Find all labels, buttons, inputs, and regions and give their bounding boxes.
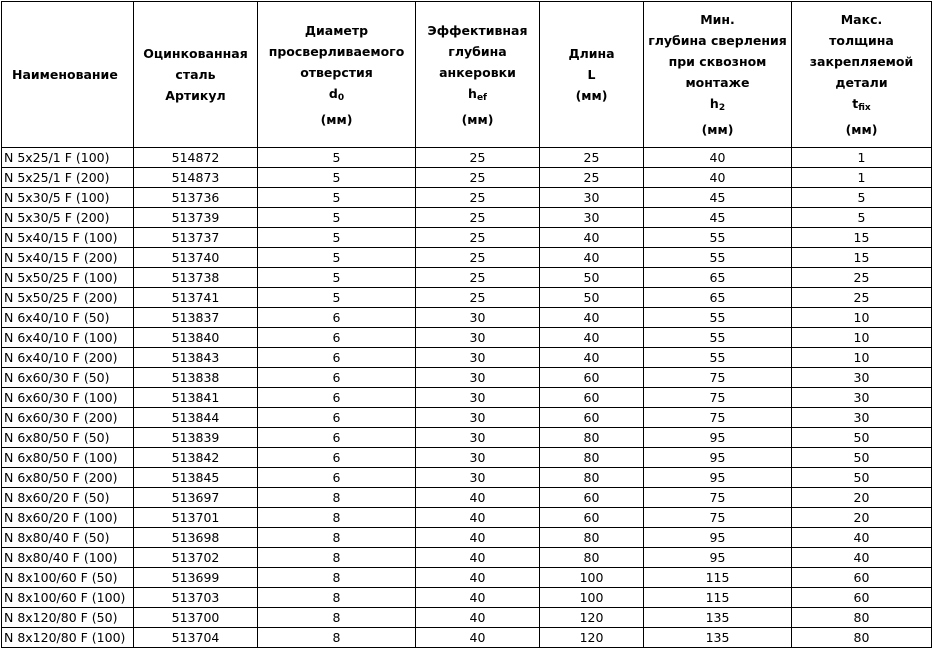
depth-cell: 30 (416, 328, 540, 348)
table-row (2, 628, 932, 648)
article-cell: 513839 (134, 428, 258, 448)
depth-cell: 30 (416, 388, 540, 408)
name-cell: N 5x40/15 F (100) (2, 228, 134, 248)
article-cell: 513741 (134, 288, 258, 308)
depth-cell: 30 (416, 408, 540, 428)
depth-cell: 30 (416, 368, 540, 388)
diameter-cell: 6 (258, 368, 416, 388)
article-cell: 513737 (134, 228, 258, 248)
min-drill-cell: 115 (644, 568, 792, 588)
max-thickness-cell: 80 (792, 628, 932, 648)
min-drill-cell: 135 (644, 628, 792, 648)
table-row (2, 268, 932, 288)
max-thickness-cell: 15 (792, 248, 932, 268)
length-cell: 120 (540, 628, 644, 648)
depth-cell: 40 (416, 548, 540, 568)
max-thickness-cell: 50 (792, 468, 932, 488)
name-cell: N 5x50/25 F (200) (2, 288, 134, 308)
table-row (2, 388, 932, 408)
header-length: Длина L (мм) (540, 2, 644, 148)
diameter-cell: 6 (258, 428, 416, 448)
length-cell: 40 (540, 228, 644, 248)
depth-cell: 25 (416, 208, 540, 228)
article-cell: 513845 (134, 468, 258, 488)
length-cell: 30 (540, 188, 644, 208)
header-drill-diameter: Диаметр просверливаемого отверстия $d_0$ (мм) (258, 2, 416, 148)
depth-cell: 25 (416, 168, 540, 188)
length-cell: 60 (540, 388, 644, 408)
table-row (2, 608, 932, 628)
article-cell: 513837 (134, 308, 258, 328)
depth-cell: 30 (416, 428, 540, 448)
depth-cell: 30 (416, 308, 540, 328)
article-cell: 513701 (134, 508, 258, 528)
table-row (2, 468, 932, 488)
max-thickness-cell: 10 (792, 308, 932, 328)
max-thickness-cell: 30 (792, 388, 932, 408)
diameter-cell: 6 (258, 348, 416, 368)
name-cell: N 6x40/10 F (200) (2, 348, 134, 368)
table-row (2, 168, 932, 188)
depth-cell: 25 (416, 228, 540, 248)
article-cell: 513844 (134, 408, 258, 428)
name-cell: N 8x100/60 F (100) (2, 588, 134, 608)
length-cell: 60 (540, 488, 644, 508)
table-row (2, 248, 932, 268)
article-cell: 513843 (134, 348, 258, 368)
max-thickness-cell: 50 (792, 428, 932, 448)
diameter-cell: 8 (258, 548, 416, 568)
length-cell: 50 (540, 288, 644, 308)
table-row (2, 408, 932, 428)
table-row (2, 548, 932, 568)
max-thickness-cell: 1 (792, 168, 932, 188)
table-row (2, 228, 932, 248)
min-drill-cell: 95 (644, 548, 792, 568)
max-thickness-cell: 1 (792, 148, 932, 168)
length-cell: 30 (540, 208, 644, 228)
length-cell: 60 (540, 368, 644, 388)
article-cell: 513841 (134, 388, 258, 408)
length-cell: 80 (540, 468, 644, 488)
name-cell: N 6x60/30 F (200) (2, 408, 134, 428)
min-drill-cell: 75 (644, 408, 792, 428)
depth-cell: 30 (416, 348, 540, 368)
length-cell: 60 (540, 508, 644, 528)
table-body (2, 148, 932, 648)
table-row (2, 188, 932, 208)
depth-cell: 30 (416, 448, 540, 468)
length-cell: 40 (540, 328, 644, 348)
min-drill-cell: 55 (644, 308, 792, 328)
min-drill-cell: 95 (644, 468, 792, 488)
diameter-cell: 6 (258, 308, 416, 328)
table-row (2, 488, 932, 508)
diameter-cell: 6 (258, 388, 416, 408)
header-article: Оцинкованная сталь Артикул (134, 2, 258, 148)
name-cell: N 6x40/10 F (100) (2, 328, 134, 348)
max-thickness-cell: 40 (792, 548, 932, 568)
min-drill-cell: 115 (644, 588, 792, 608)
table-row (2, 428, 932, 448)
article-cell: 513697 (134, 488, 258, 508)
length-cell: 60 (540, 408, 644, 428)
article-cell: 513840 (134, 328, 258, 348)
article-cell: 513838 (134, 368, 258, 388)
min-drill-cell: 40 (644, 148, 792, 168)
diameter-cell: 5 (258, 228, 416, 248)
article-cell: 513736 (134, 188, 258, 208)
depth-cell: 25 (416, 268, 540, 288)
table-row (2, 448, 932, 468)
depth-cell: 40 (416, 528, 540, 548)
table-row (2, 308, 932, 328)
depth-cell: 40 (416, 608, 540, 628)
name-cell: N 5x40/15 F (200) (2, 248, 134, 268)
max-thickness-cell: 25 (792, 268, 932, 288)
table-row (2, 528, 932, 548)
article-cell: 513698 (134, 528, 258, 548)
article-cell: 513699 (134, 568, 258, 588)
name-cell: N 8x120/80 F (50) (2, 608, 134, 628)
min-drill-cell: 95 (644, 428, 792, 448)
header-min-drill-depth: Мин. глубина сверления при сквозном монтаже $h_2$ (мм) (644, 2, 792, 148)
length-cell: 40 (540, 348, 644, 368)
name-cell: N 8x60/20 F (100) (2, 508, 134, 528)
table-row (2, 368, 932, 388)
min-drill-cell: 75 (644, 488, 792, 508)
article-cell: 513842 (134, 448, 258, 468)
diameter-cell: 8 (258, 608, 416, 628)
table-row (2, 588, 932, 608)
depth-cell: 25 (416, 148, 540, 168)
name-cell: N 6x40/10 F (50) (2, 308, 134, 328)
length-cell: 80 (540, 528, 644, 548)
name-cell: N 6x60/30 F (100) (2, 388, 134, 408)
depth-cell: 40 (416, 488, 540, 508)
diameter-cell: 8 (258, 628, 416, 648)
max-thickness-cell: 50 (792, 448, 932, 468)
max-thickness-cell: 60 (792, 588, 932, 608)
article-cell: 513738 (134, 268, 258, 288)
depth-cell: 30 (416, 468, 540, 488)
name-cell: N 5x30/5 F (200) (2, 208, 134, 228)
depth-cell: 40 (416, 508, 540, 528)
min-drill-cell: 65 (644, 268, 792, 288)
length-cell: 100 (540, 568, 644, 588)
max-thickness-cell: 80 (792, 608, 932, 628)
min-drill-cell: 75 (644, 368, 792, 388)
diameter-cell: 5 (258, 168, 416, 188)
header-row (2, 2, 932, 148)
header-length-symbol: L (587, 67, 596, 82)
name-cell: N 8x80/40 F (50) (2, 528, 134, 548)
table-row (2, 568, 932, 588)
article-cell: 513700 (134, 608, 258, 628)
diameter-cell: 8 (258, 488, 416, 508)
name-cell: N 6x80/50 F (100) (2, 448, 134, 468)
length-cell: 80 (540, 448, 644, 468)
min-drill-cell: 95 (644, 528, 792, 548)
length-cell: 120 (540, 608, 644, 628)
header-anchor-depth-symbol: $h_{ef}$ (468, 85, 487, 103)
name-cell: N 5x25/1 F (200) (2, 168, 134, 188)
min-drill-cell: 95 (644, 448, 792, 468)
article-cell: 514873 (134, 168, 258, 188)
length-cell: 25 (540, 168, 644, 188)
depth-cell: 25 (416, 248, 540, 268)
name-cell: N 6x60/30 F (50) (2, 368, 134, 388)
max-thickness-cell: 5 (792, 188, 932, 208)
article-cell: 513739 (134, 208, 258, 228)
header-name: Наименование (2, 2, 134, 148)
table-row (2, 208, 932, 228)
min-drill-cell: 45 (644, 188, 792, 208)
length-cell: 40 (540, 308, 644, 328)
diameter-cell: 8 (258, 568, 416, 588)
name-cell: N 5x50/25 F (100) (2, 268, 134, 288)
table-row (2, 148, 932, 168)
length-cell: 50 (540, 268, 644, 288)
name-cell: N 8x60/20 F (50) (2, 488, 134, 508)
length-cell: 25 (540, 148, 644, 168)
length-cell: 80 (540, 548, 644, 568)
length-cell: 100 (540, 588, 644, 608)
header-max-fixture-thickness: Макс. толщина закрепляемой детали $t_{fix}$ (мм) (792, 2, 932, 148)
diameter-cell: 6 (258, 468, 416, 488)
diameter-cell: 5 (258, 248, 416, 268)
diameter-cell: 6 (258, 408, 416, 428)
diameter-cell: 8 (258, 588, 416, 608)
max-thickness-cell: 10 (792, 348, 932, 368)
name-cell: N 8x120/80 F (100) (2, 628, 134, 648)
header-anchor-depth: Эффективная глубина анкеровки $h_{ef}$ (мм) (416, 2, 540, 148)
min-drill-cell: 55 (644, 248, 792, 268)
min-drill-cell: 65 (644, 288, 792, 308)
min-drill-cell: 75 (644, 508, 792, 528)
max-thickness-cell: 20 (792, 488, 932, 508)
max-thickness-cell: 30 (792, 408, 932, 428)
table-header (2, 2, 932, 148)
max-thickness-cell: 25 (792, 288, 932, 308)
max-thickness-cell: 30 (792, 368, 932, 388)
max-thickness-cell: 20 (792, 508, 932, 528)
depth-cell: 40 (416, 568, 540, 588)
min-drill-cell: 135 (644, 608, 792, 628)
max-thickness-cell: 40 (792, 528, 932, 548)
header-min-drill-depth-symbol: $h_2$ (709, 96, 726, 113)
article-cell: 514872 (134, 148, 258, 168)
table-row (2, 348, 932, 368)
name-cell: N 5x30/5 F (100) (2, 188, 134, 208)
diameter-cell: 5 (258, 268, 416, 288)
diameter-cell: 6 (258, 328, 416, 348)
depth-cell: 25 (416, 288, 540, 308)
depth-cell: 40 (416, 628, 540, 648)
min-drill-cell: 55 (644, 228, 792, 248)
min-drill-cell: 45 (644, 208, 792, 228)
diameter-cell: 5 (258, 208, 416, 228)
table-row (2, 328, 932, 348)
name-cell: N 8x100/60 F (50) (2, 568, 134, 588)
anchor-spec-table (1, 1, 932, 648)
min-drill-cell: 55 (644, 328, 792, 348)
diameter-cell: 5 (258, 188, 416, 208)
diameter-cell: 5 (258, 288, 416, 308)
depth-cell: 25 (416, 188, 540, 208)
length-cell: 40 (540, 248, 644, 268)
length-cell: 80 (540, 428, 644, 448)
max-thickness-cell: 60 (792, 568, 932, 588)
name-cell: N 5x25/1 F (100) (2, 148, 134, 168)
diameter-cell: 6 (258, 448, 416, 468)
max-thickness-cell: 5 (792, 208, 932, 228)
name-cell: N 6x80/50 F (50) (2, 428, 134, 448)
name-cell: N 6x80/50 F (200) (2, 468, 134, 488)
diameter-cell: 8 (258, 508, 416, 528)
diameter-cell: 5 (258, 148, 416, 168)
min-drill-cell: 55 (644, 348, 792, 368)
name-cell: N 8x80/40 F (100) (2, 548, 134, 568)
diameter-cell: 8 (258, 528, 416, 548)
table-row (2, 508, 932, 528)
article-cell: 513702 (134, 548, 258, 568)
min-drill-cell: 75 (644, 388, 792, 408)
depth-cell: 40 (416, 588, 540, 608)
min-drill-cell: 40 (644, 168, 792, 188)
article-cell: 513740 (134, 248, 258, 268)
article-cell: 513703 (134, 588, 258, 608)
article-cell: 513704 (134, 628, 258, 648)
max-thickness-cell: 10 (792, 328, 932, 348)
table-row (2, 288, 932, 308)
header-max-fixture-thickness-symbol: $t_{fix}$ (852, 96, 871, 113)
header-drill-diameter-symbol: $d_0$ (328, 85, 345, 103)
max-thickness-cell: 15 (792, 228, 932, 248)
